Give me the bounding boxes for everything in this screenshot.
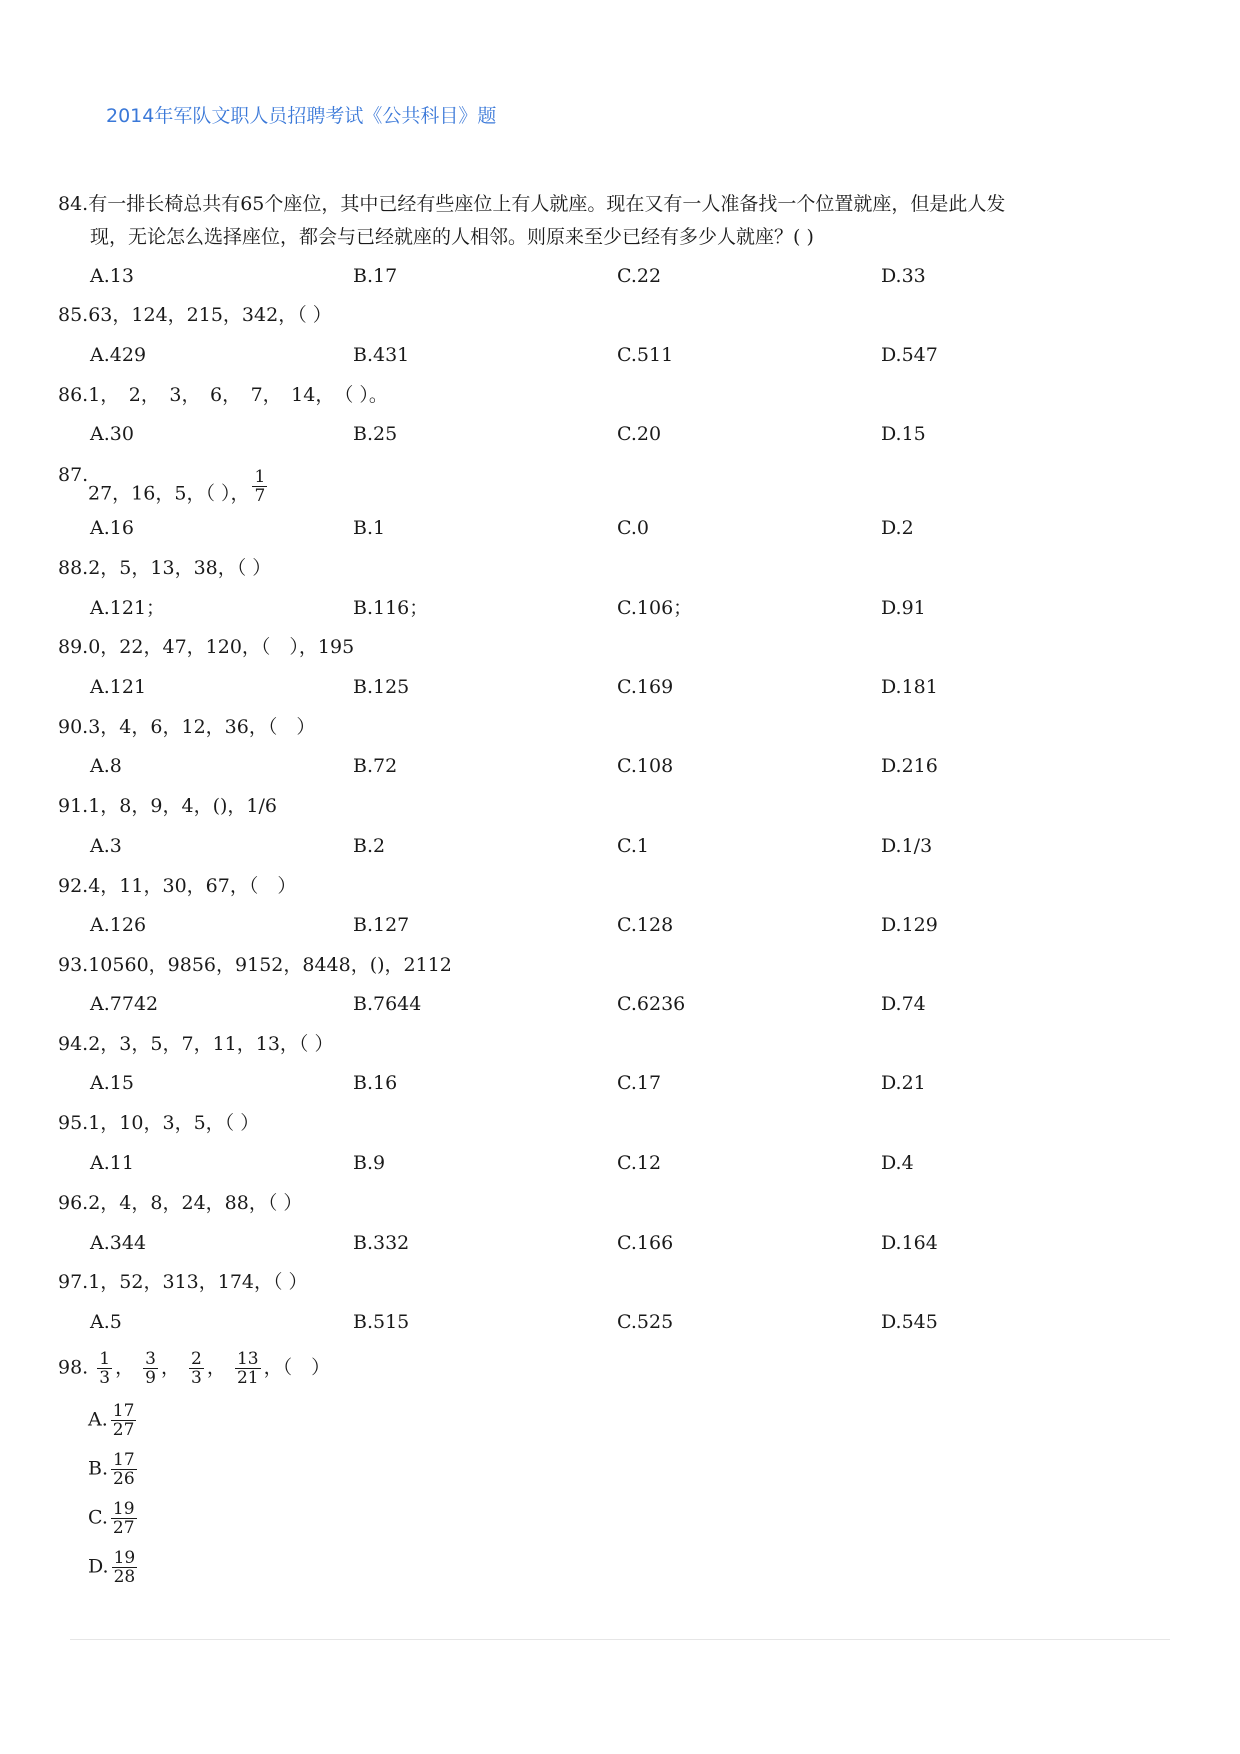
question-98 — [58, 1350, 330, 1387]
option-d[interactable]: D.74 — [881, 993, 926, 1015]
option-c[interactable]: C.525 — [617, 1311, 674, 1333]
question-number: 85. — [58, 304, 89, 326]
option-c[interactable]: C.17 — [617, 1072, 662, 1094]
option-c[interactable]: C.6236 — [617, 993, 686, 1015]
fraction — [111, 1451, 137, 1488]
option-c[interactable]: C.169 — [617, 676, 674, 698]
question-93 — [58, 952, 452, 978]
option-d[interactable]: D.4 — [881, 1152, 914, 1174]
fraction-numerator: 19 — [112, 1499, 135, 1519]
option-a[interactable]: A.11 — [90, 1152, 134, 1174]
fraction-numerator: 17 — [113, 1450, 135, 1470]
option-a[interactable]: A.7742 — [90, 993, 159, 1015]
question-text: 3，4，6，12，36，（ ） — [88, 716, 316, 738]
fraction — [235, 1350, 261, 1387]
separator: ， — [206, 1356, 226, 1379]
question-text: 2，3，5，7，11，13，（ ） — [88, 1033, 334, 1055]
option-b[interactable] — [88, 1451, 140, 1488]
option-c[interactable]: C.166 — [617, 1232, 674, 1254]
fraction — [111, 1402, 137, 1439]
option-c[interactable]: C.511 — [617, 344, 674, 366]
question-number: 90. — [58, 716, 89, 738]
question-text: 1， 2， 3， 6， 7， 14， （ ）。 — [88, 384, 388, 406]
option-b[interactable]: B.72 — [353, 755, 398, 777]
question-number: 96. — [58, 1192, 89, 1214]
option-b[interactable]: B.17 — [353, 265, 398, 287]
question-text: 10560，9856，9152，8448，()，2112 — [88, 954, 452, 976]
option-d[interactable]: D.91 — [881, 597, 926, 619]
option-b[interactable]: B.125 — [353, 676, 410, 698]
option-d[interactable]: D.547 — [881, 344, 938, 366]
question-text: 27，16，5，（ ）， — [88, 482, 250, 505]
option-c[interactable]: C.108 — [617, 755, 674, 777]
option-b[interactable]: B.16 — [353, 1072, 398, 1094]
option-label: C. — [88, 1506, 108, 1529]
question-85 — [58, 302, 332, 328]
fraction-denominator: 3 — [191, 1368, 202, 1388]
option-b[interactable]: B.332 — [353, 1232, 410, 1254]
question-number: 88. — [58, 557, 89, 579]
fraction-numerator: 13 — [236, 1349, 259, 1369]
option-c[interactable]: C.1 — [617, 835, 649, 857]
option-c[interactable]: C.12 — [617, 1152, 662, 1174]
question-text: 2，5，13，38，（ ） — [88, 557, 272, 579]
question-text: 4，11，30，67，（ ） — [88, 875, 297, 897]
fraction — [143, 1350, 158, 1387]
fraction — [97, 1350, 112, 1387]
question-text: 1，10，3，5，（ ） — [88, 1112, 260, 1134]
option-d[interactable]: D.2 — [881, 517, 914, 539]
question-87 — [88, 467, 270, 513]
option-a[interactable] — [88, 1402, 139, 1439]
fraction-denominator: 27 — [112, 1518, 135, 1538]
option-b[interactable]: B.2 — [353, 835, 386, 857]
option-c[interactable]: C.20 — [617, 423, 662, 445]
option-d[interactable]: D.33 — [881, 265, 926, 287]
option-label: D. — [88, 1555, 109, 1578]
option-b[interactable]: B.7644 — [353, 993, 422, 1015]
question-87-number: 87. — [58, 464, 89, 486]
option-b[interactable]: B.431 — [353, 344, 410, 366]
question-text: 0，22，47，120，（ ），195 — [88, 636, 355, 658]
option-d[interactable]: D.545 — [881, 1311, 938, 1333]
answer-blank: （ ） — [282, 1356, 331, 1379]
option-a[interactable]: A.3 — [90, 835, 122, 857]
fraction-denominator: 28 — [113, 1567, 136, 1587]
fraction-denominator: 21 — [236, 1368, 259, 1388]
option-c[interactable]: C.0 — [617, 517, 649, 539]
question-text: 有一排长椅总共有65个座位，其中已经有些座位上有人就座。现在又有一人准备找一个位置就座，但是此人发 — [88, 193, 1006, 215]
option-d[interactable]: D.15 — [881, 423, 926, 445]
question-84 — [58, 191, 1005, 217]
document-title: 2014年军队文职人员招聘考试《公共科目》题 — [106, 105, 497, 127]
separator: ， — [115, 1356, 135, 1379]
question-number: 97. — [58, 1271, 89, 1293]
fraction-numerator: 17 — [112, 1401, 135, 1421]
option-b[interactable]: B.515 — [353, 1311, 410, 1333]
question-91 — [58, 793, 277, 819]
option-b[interactable]: B.127 — [353, 914, 410, 936]
footer-divider — [70, 1639, 1170, 1640]
option-a[interactable]: A.5 — [90, 1311, 122, 1333]
option-label: B. — [88, 1457, 109, 1480]
fraction-denominator: 7 — [254, 486, 266, 506]
option-b[interactable]: B.116； — [353, 597, 429, 619]
question-number: 91. — [58, 795, 89, 817]
fraction-denominator: 27 — [112, 1420, 135, 1440]
question-text: 1，52，313，174，（ ） — [88, 1271, 308, 1293]
option-c[interactable]: C.22 — [617, 265, 662, 287]
fraction — [111, 1500, 137, 1537]
fraction-numerator: 1 — [254, 467, 266, 487]
question-number: 94. — [58, 1033, 89, 1055]
option-a[interactable]: A.30 — [90, 423, 134, 445]
option-a[interactable]: A.15 — [90, 1072, 134, 1094]
option-a[interactable]: A.121 — [90, 676, 147, 698]
option-d[interactable] — [88, 1549, 140, 1586]
fraction-numerator: 2 — [191, 1349, 202, 1369]
question-92 — [58, 873, 296, 899]
question-95 — [58, 1110, 259, 1136]
option-d[interactable]: D.1/3 — [881, 835, 933, 857]
question-94 — [58, 1031, 333, 1057]
option-a[interactable]: A.121； — [90, 597, 166, 619]
option-c[interactable] — [88, 1500, 140, 1537]
question-96 — [58, 1190, 302, 1216]
separator: ， — [160, 1356, 180, 1379]
question-number: 86. — [58, 384, 89, 406]
question-97 — [58, 1269, 308, 1295]
question-text: 1，8，9，4，()，1/6 — [88, 795, 277, 817]
question-text: 2，4，8，24，88，（ ） — [88, 1192, 303, 1214]
question-90 — [58, 714, 315, 740]
fraction-denominator: 3 — [99, 1368, 111, 1388]
question-number: 89. — [58, 636, 89, 658]
option-d[interactable]: D.216 — [881, 755, 938, 777]
option-b[interactable]: B.9 — [353, 1152, 386, 1174]
question-88 — [58, 555, 271, 581]
fraction — [112, 1549, 138, 1586]
fraction-numerator: 19 — [113, 1548, 136, 1568]
option-a[interactable]: A.8 — [90, 755, 122, 777]
question-number: 93. — [58, 954, 89, 976]
option-label: A. — [88, 1408, 108, 1431]
fraction-numerator: 1 — [99, 1349, 111, 1369]
option-a[interactable]: A.13 — [90, 265, 134, 287]
option-a[interactable]: A.344 — [90, 1232, 147, 1254]
option-c[interactable]: C.128 — [617, 914, 674, 936]
option-a[interactable]: A.126 — [90, 914, 147, 936]
question-number: 92. — [58, 875, 89, 897]
fraction-denominator: 9 — [145, 1368, 156, 1388]
fraction-numerator: 3 — [145, 1349, 156, 1369]
option-d[interactable]: D.164 — [881, 1232, 938, 1254]
question-number: 84. — [58, 193, 89, 215]
option-a[interactable]: A.16 — [90, 517, 134, 539]
question-number: 98. — [58, 1356, 89, 1379]
option-d[interactable]: D.129 — [881, 914, 938, 936]
fraction — [252, 468, 267, 505]
option-b[interactable]: B.1 — [353, 517, 386, 539]
question-84-continued: 现，无论怎么选择座位，都会与已经就座的人相邻。则原来至少已经有多少人就座？( ) — [90, 226, 814, 248]
question-text: 63，124，215，342，（ ） — [88, 304, 332, 326]
separator: ， — [263, 1356, 283, 1379]
option-b[interactable]: B.25 — [353, 423, 398, 445]
option-a[interactable]: A.429 — [90, 344, 147, 366]
question-number: 95. — [58, 1112, 89, 1134]
fraction — [189, 1350, 204, 1387]
question-86 — [58, 382, 388, 408]
question-89 — [58, 634, 354, 660]
option-d[interactable]: D.21 — [881, 1072, 926, 1094]
option-d[interactable]: D.181 — [881, 676, 938, 698]
option-c[interactable]: C.106； — [617, 597, 693, 619]
fraction-denominator: 26 — [113, 1469, 135, 1489]
